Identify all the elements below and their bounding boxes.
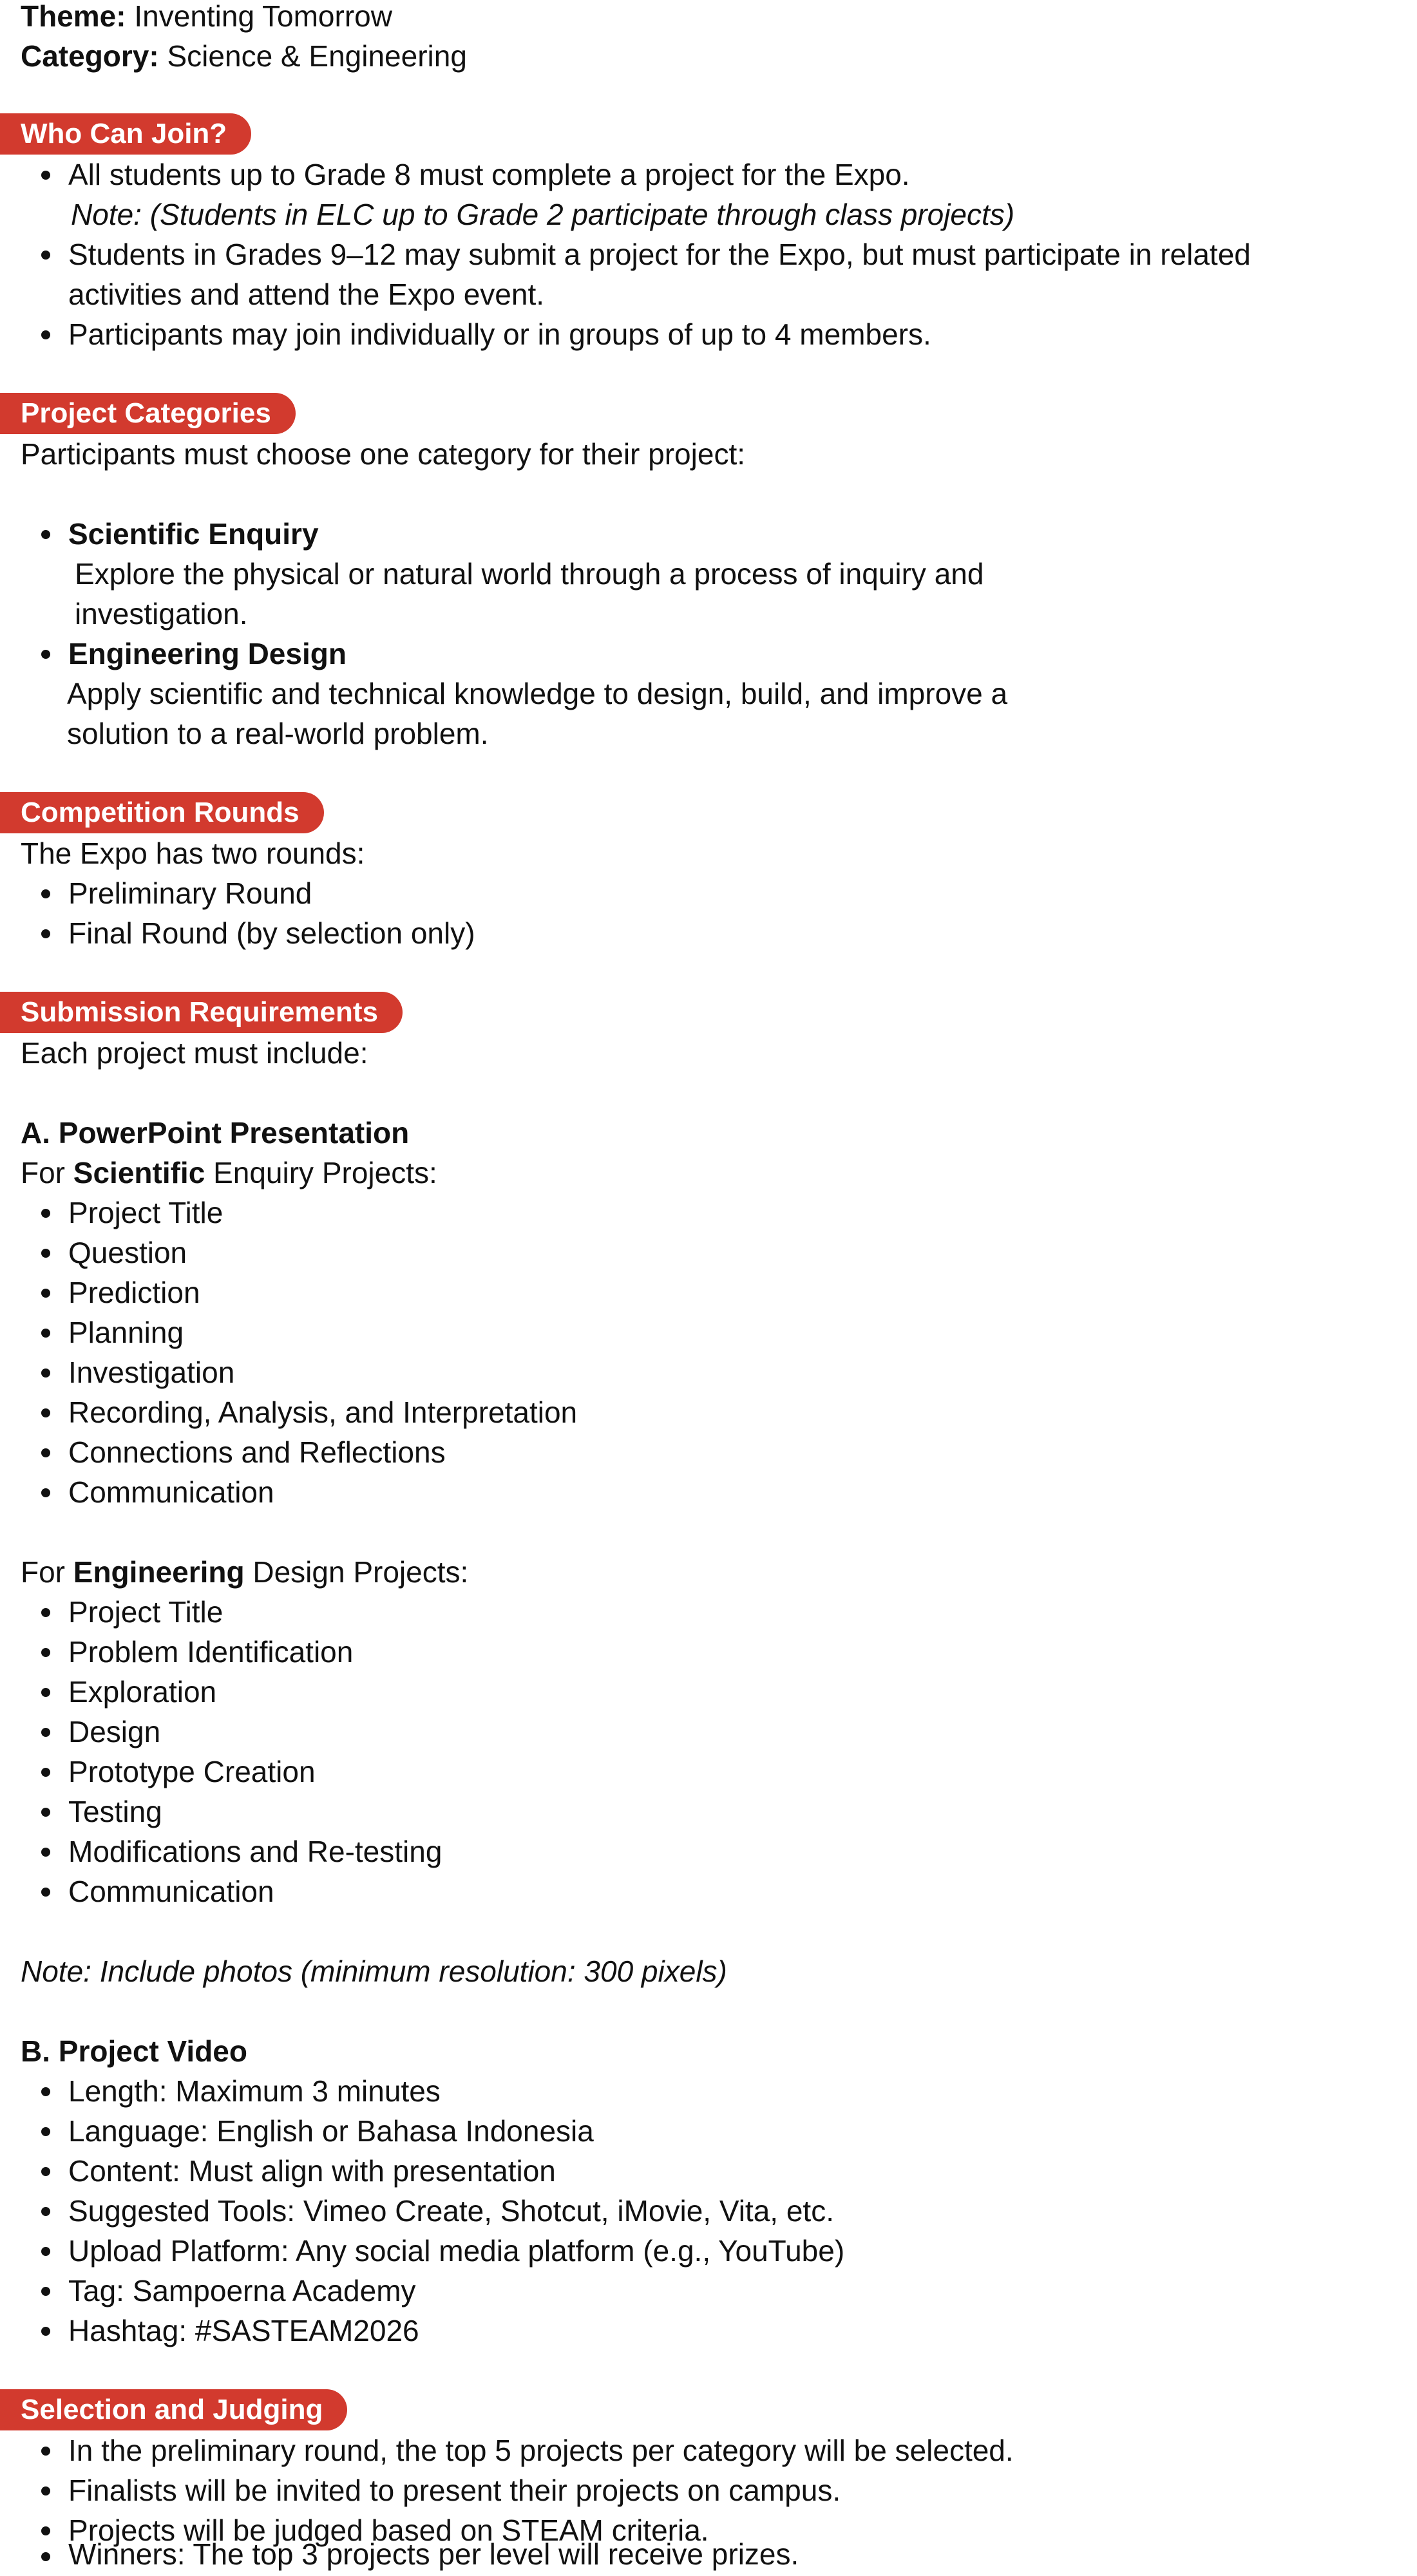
project-categories-badge: Project Categories (0, 393, 296, 434)
sci-item: Question (68, 1233, 187, 1273)
join-note: Note: (Students in ELC up to Grade 2 participate through class projects) (71, 198, 1015, 231)
video-item: Upload Platform: Any social media platform (e.g., YouTube) (68, 2231, 844, 2271)
theme-value: Inventing Tomorrow (134, 0, 392, 33)
selection-item: Projects will be judged based on STEAM criteria. (68, 2510, 709, 2550)
eng-item: Testing (68, 1792, 162, 1832)
engineering-projects-heading: For Engineering Design Projects: (21, 1555, 469, 1589)
competition-rounds-badge: Competition Rounds (0, 792, 324, 833)
eng-item: Prototype Creation (68, 1752, 316, 1792)
rounds-intro: The Expo has two rounds: (21, 837, 365, 870)
photo-note: Note: Include photos (minimum resolution: 300 pixels) (21, 1955, 727, 1988)
category-label: Category: (21, 39, 159, 73)
selection-item: Winners: The top 3 projects per level will receive prizes. (68, 2537, 799, 2571)
sci-item: Prediction (68, 1273, 200, 1312)
sci-item: Project Title (68, 1193, 223, 1233)
video-item: Length: Maximum 3 minutes (68, 2071, 441, 2111)
selection-item: In the preliminary round, the top 5 projects per category will be selected. (68, 2430, 1014, 2470)
video-item: Language: English or Bahasa Indonesia (68, 2111, 594, 2151)
theme-label: Theme: (21, 0, 126, 33)
category-line (21, 36, 467, 76)
submission-requirements-badge: Submission Requirements (0, 992, 403, 1033)
category-description: Explore the physical or natural world through a process of inquiry and (75, 557, 984, 591)
video-heading: B. Project Video (21, 2034, 247, 2068)
eng-item: Project Title (68, 1592, 223, 1632)
theme-line (21, 0, 392, 36)
sci-item: Planning (68, 1312, 184, 1352)
category-description: Apply scientific and technical knowledge to design, build, and improve a (67, 677, 1008, 710)
video-item: Suggested Tools: Vimeo Create, Shotcut, iMovie, Vita, etc. (68, 2191, 834, 2231)
join-item-continuation: activities and attend the Expo event. (68, 278, 545, 311)
eng-item: Modifications and Re-testing (68, 1832, 442, 1871)
selection-judging-badge: Selection and Judging (0, 2389, 347, 2430)
eng-item: Communication (68, 1871, 274, 1911)
sci-item: Investigation (68, 1352, 234, 1392)
round-item: Final Round (by selection only) (68, 913, 475, 953)
categories-intro: Participants must choose one category for their project: (21, 437, 746, 471)
ppt-heading: A. PowerPoint Presentation (21, 1116, 410, 1150)
sci-item: Connections and Reflections (68, 1432, 446, 1472)
join-item: Students in Grades 9–12 may submit a project for the Expo, but must participate in related (68, 234, 1251, 274)
eng-item: Design (68, 1712, 160, 1752)
category-description: investigation. (75, 597, 248, 630)
selection-item: Finalists will be invited to present their projects on campus. (68, 2470, 841, 2510)
join-item: All students up to Grade 8 must complete a project for the Expo. (68, 155, 910, 194)
round-item: Preliminary Round (68, 873, 312, 913)
submission-intro: Each project must include: (21, 1036, 368, 1070)
category-value: Science & Engineering (167, 39, 467, 73)
who-can-join-badge: Who Can Join? (0, 113, 251, 155)
eng-item: Exploration (68, 1672, 216, 1712)
join-item: Participants may join individually or in groups of up to 4 members. (68, 314, 931, 354)
sci-item: Recording, Analysis, and Interpretation (68, 1392, 577, 1432)
eng-item: Problem Identification (68, 1632, 353, 1672)
sci-item: Communication (68, 1472, 274, 1512)
video-item: Content: Must align with presentation (68, 2151, 556, 2191)
scientific-projects-heading: For Scientific Enquiry Projects: (21, 1156, 437, 1189)
video-item: Hashtag: #SASTEAM2026 (68, 2311, 419, 2351)
category-engineering-design: Engineering Design (68, 634, 347, 674)
video-item: Tag: Sampoerna Academy (68, 2271, 416, 2311)
category-description: solution to a real-world problem. (67, 717, 489, 750)
category-scientific-enquiry: Scientific Enquiry (68, 514, 319, 554)
